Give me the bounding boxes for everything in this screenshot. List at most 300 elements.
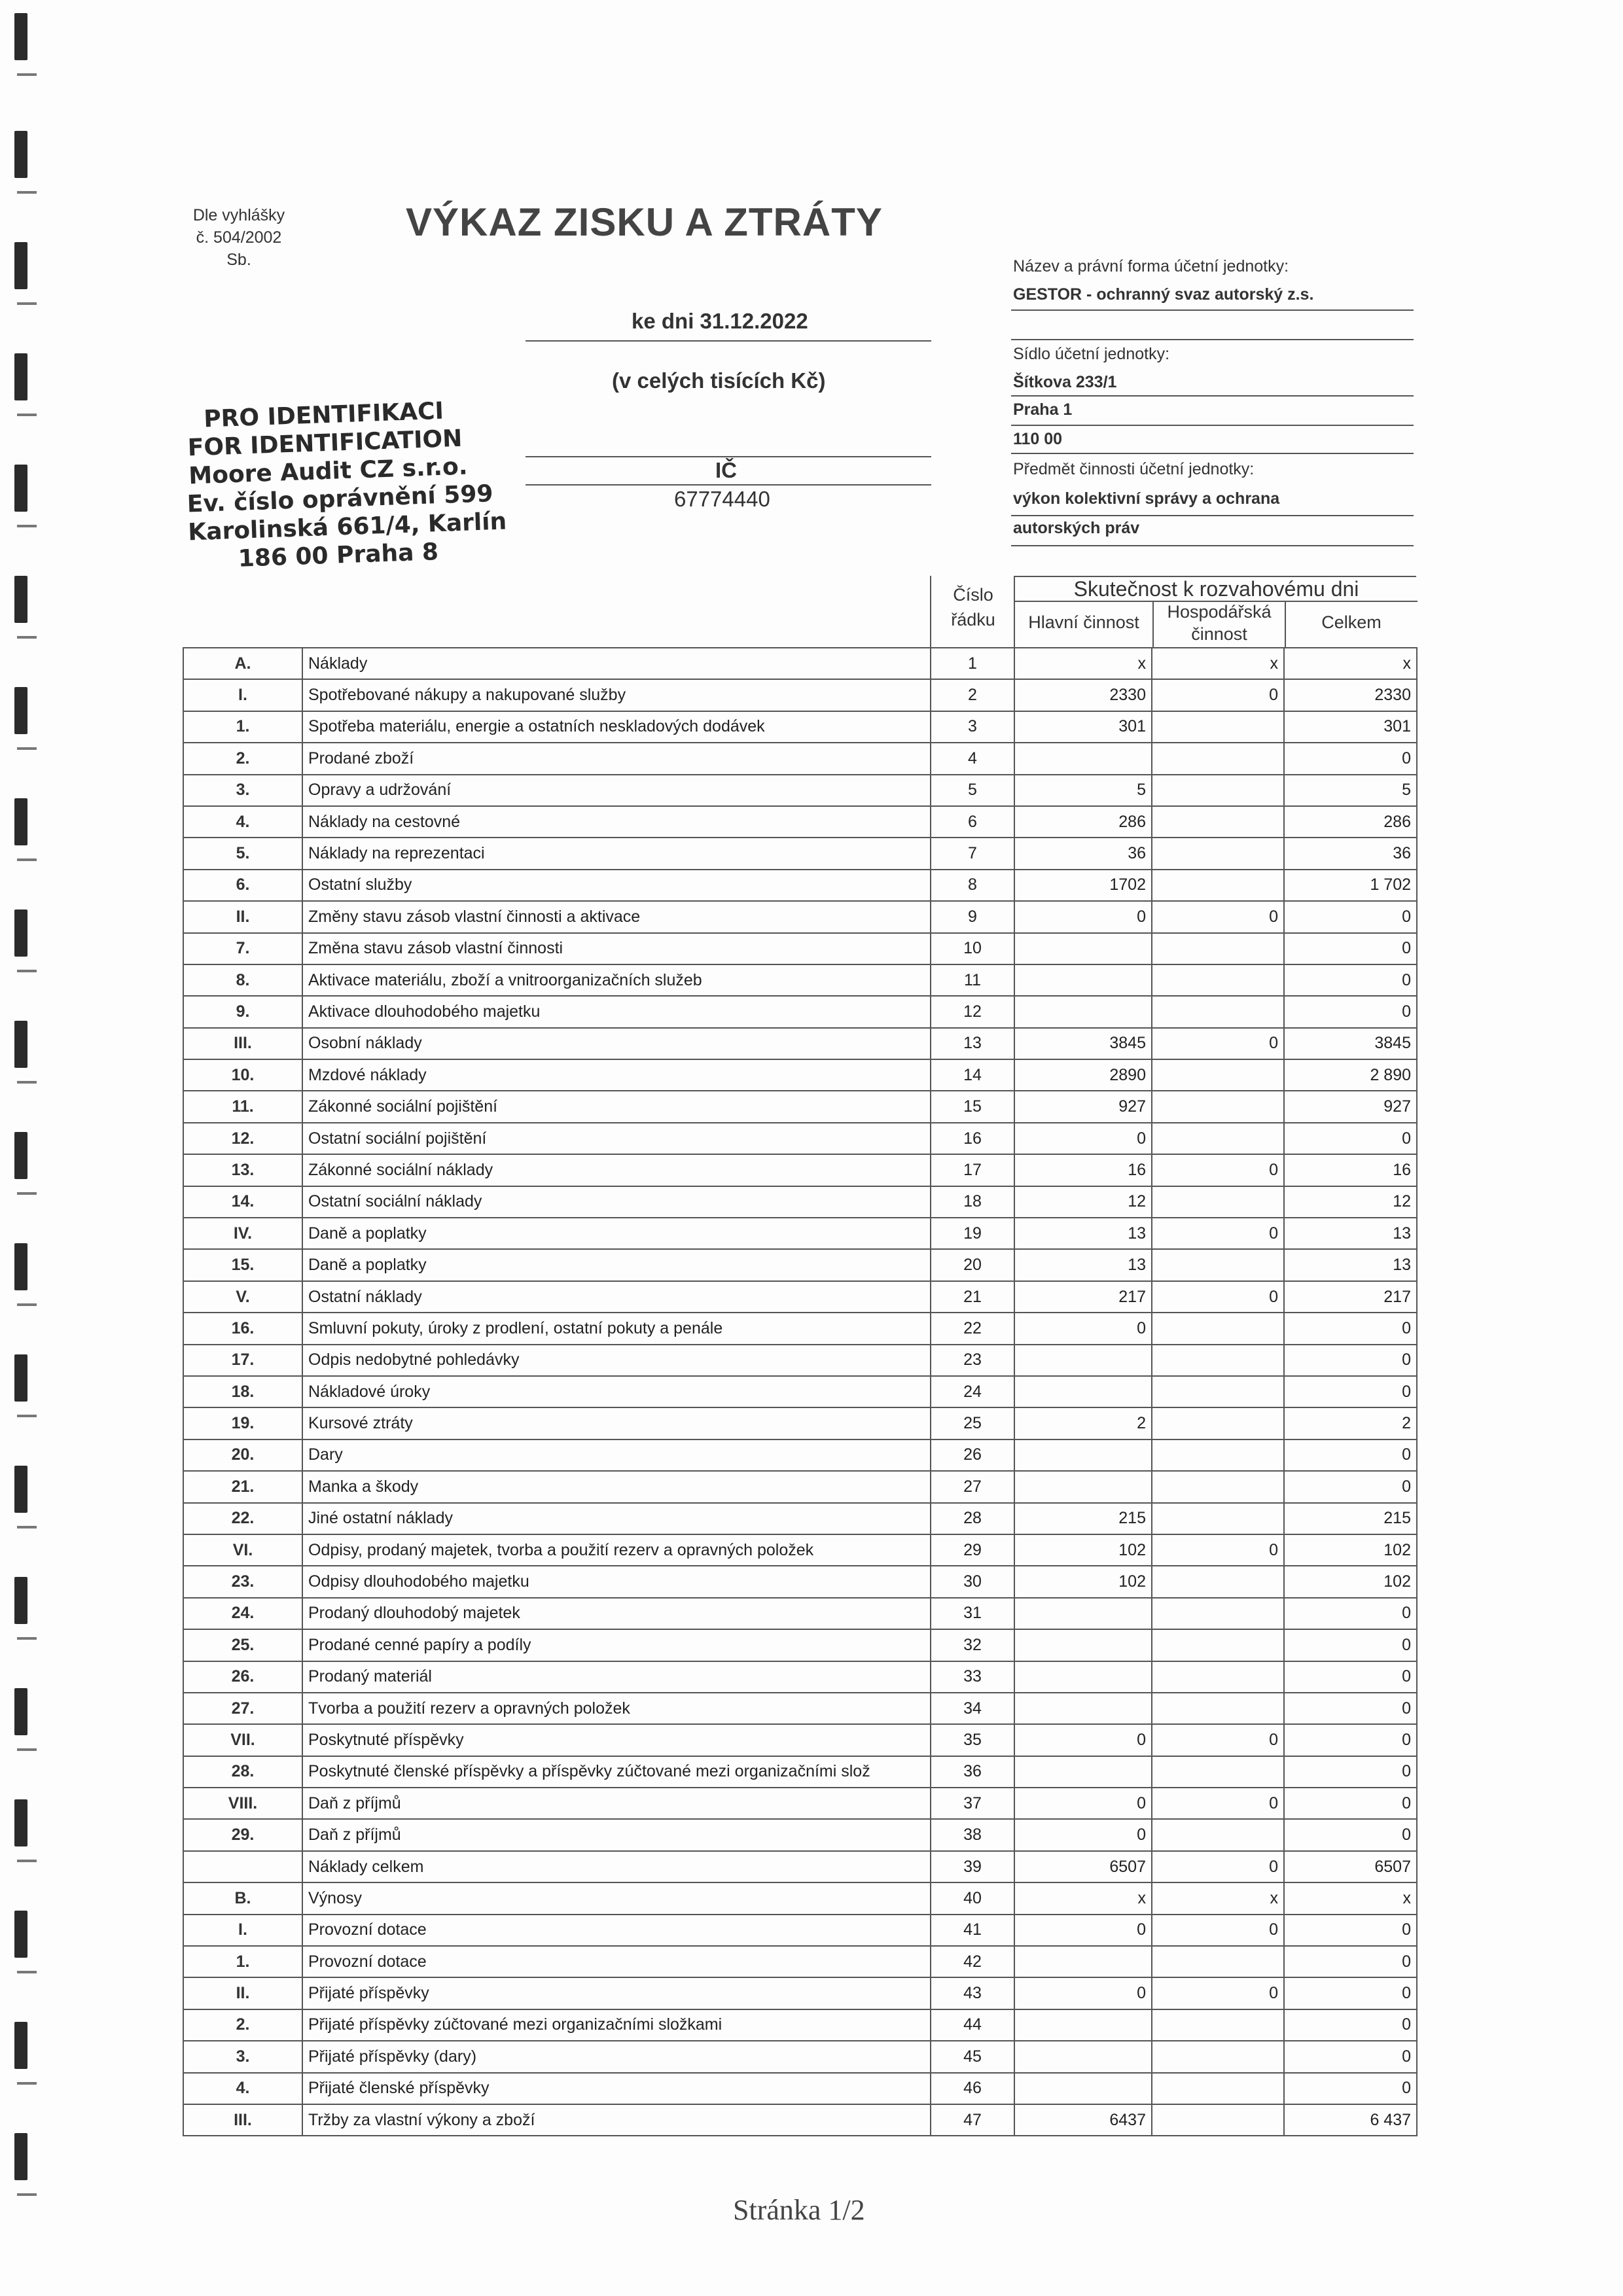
main-activity-value bbox=[1014, 1598, 1152, 1629]
total-value: 36 bbox=[1284, 838, 1417, 869]
business-activity-value bbox=[1152, 964, 1284, 996]
row-number: 3 bbox=[931, 711, 1014, 743]
business-activity-value bbox=[1152, 1629, 1284, 1661]
row-index: 28. bbox=[183, 1756, 302, 1788]
row-index: 1. bbox=[183, 711, 302, 743]
total-value: 0 bbox=[1284, 1977, 1417, 2009]
total-value: 0 bbox=[1284, 964, 1417, 996]
row-label: Náklady bbox=[302, 648, 931, 679]
total-value: 2 890 bbox=[1284, 1059, 1417, 1091]
row-label: Odpis nedobytné pohledávky bbox=[302, 1345, 931, 1376]
total-value: 0 bbox=[1284, 1471, 1417, 1502]
binding-mark bbox=[14, 1688, 27, 1735]
regulation-line: Sb. bbox=[226, 251, 251, 269]
total-value: 286 bbox=[1284, 806, 1417, 838]
row-number: 29 bbox=[931, 1534, 1014, 1566]
main-activity-value: 0 bbox=[1014, 1724, 1152, 1756]
total-value: 0 bbox=[1284, 2041, 1417, 2072]
table-row bbox=[183, 1915, 1417, 1946]
row-index: 7. bbox=[183, 933, 302, 964]
total-value: 2330 bbox=[1284, 679, 1417, 711]
row-label: Aktivace materiálu, zboží a vnitroorganizačních služeb bbox=[302, 964, 931, 996]
row-number: 39 bbox=[931, 1851, 1014, 1882]
table-row bbox=[183, 838, 1417, 869]
row-label: Prodané cenné papíry a podíly bbox=[302, 1629, 931, 1661]
row-number: 30 bbox=[931, 1566, 1014, 1597]
row-index: 26. bbox=[183, 1661, 302, 1693]
total-value: 0 bbox=[1284, 1661, 1417, 1693]
main-activity-value: 215 bbox=[1014, 1503, 1152, 1534]
main-activity-value: 13 bbox=[1014, 1249, 1152, 1280]
table-row bbox=[183, 1218, 1417, 1249]
row-index: III. bbox=[183, 1028, 302, 1059]
table-row bbox=[183, 1345, 1417, 1376]
binding-mark bbox=[14, 576, 27, 623]
ic-value: 67774440 bbox=[674, 487, 770, 511]
main-activity-value bbox=[1014, 2009, 1152, 2041]
table-row bbox=[183, 1756, 1417, 1788]
row-index: 13. bbox=[183, 1154, 302, 1186]
business-activity-value: 0 bbox=[1152, 1788, 1284, 1819]
row-number: 26 bbox=[931, 1439, 1014, 1471]
binding-mark bbox=[14, 13, 27, 60]
col-number-label: Číslo bbox=[953, 585, 993, 605]
business-activity-value bbox=[1152, 870, 1284, 901]
total-value: 0 bbox=[1284, 933, 1417, 964]
business-activity-value bbox=[1152, 2073, 1284, 2104]
row-label: Manka a škody bbox=[302, 1471, 931, 1502]
table-row bbox=[183, 1534, 1417, 1566]
business-activity-value bbox=[1152, 1439, 1284, 1471]
total-value: 5 bbox=[1284, 775, 1417, 806]
main-activity-value bbox=[1014, 1946, 1152, 1977]
row-number: 46 bbox=[931, 2073, 1014, 2104]
stamp-line: 186 00 Praha 8 bbox=[238, 539, 439, 573]
table-row bbox=[183, 648, 1417, 679]
row-number: 31 bbox=[931, 1598, 1014, 1629]
row-number: 7 bbox=[931, 838, 1014, 869]
total-value: x bbox=[1284, 648, 1417, 679]
main-activity-value bbox=[1014, 1376, 1152, 1407]
main-activity-value bbox=[1014, 1439, 1152, 1471]
row-number: 14 bbox=[931, 1059, 1014, 1091]
binding-mark bbox=[14, 1243, 27, 1290]
row-index: 6. bbox=[183, 870, 302, 901]
table-row bbox=[183, 1788, 1417, 1819]
row-label: Poskytnuté příspěvky bbox=[302, 1724, 931, 1756]
row-number: 34 bbox=[931, 1693, 1014, 1724]
total-value: 0 bbox=[1284, 1788, 1417, 1819]
row-index: VI. bbox=[183, 1534, 302, 1566]
row-label: Náklady celkem bbox=[302, 1851, 931, 1882]
business-activity-value: 0 bbox=[1152, 1724, 1284, 1756]
table-row bbox=[183, 1946, 1417, 1977]
total-value: 0 bbox=[1284, 1724, 1417, 1756]
row-label: Zákonné sociální pojištění bbox=[302, 1091, 931, 1122]
row-index: A. bbox=[183, 648, 302, 679]
row-index: IV. bbox=[183, 1218, 302, 1249]
business-activity-value bbox=[1152, 1819, 1284, 1850]
table-row bbox=[183, 1313, 1417, 1344]
row-index: III. bbox=[183, 2104, 302, 2136]
total-value: 102 bbox=[1284, 1534, 1417, 1566]
binding-mark bbox=[14, 2022, 27, 2069]
table-row bbox=[183, 1439, 1417, 1471]
row-number: 36 bbox=[931, 1756, 1014, 1788]
main-activity-value: 217 bbox=[1014, 1281, 1152, 1313]
main-activity-value bbox=[1014, 964, 1152, 996]
main-activity-value: 5 bbox=[1014, 775, 1152, 806]
table-body bbox=[183, 648, 1417, 2136]
row-index: 12. bbox=[183, 1123, 302, 1154]
business-activity-value: 0 bbox=[1152, 1534, 1284, 1566]
regulation-note bbox=[190, 204, 288, 271]
table-row bbox=[183, 2104, 1417, 2136]
row-index: VIII. bbox=[183, 1788, 302, 1819]
stamp-line: Karolinská 661/4, Karlín bbox=[187, 508, 507, 546]
total-value: 0 bbox=[1284, 996, 1417, 1027]
row-label: Aktivace dlouhodobého majetku bbox=[302, 996, 931, 1027]
total-value: 0 bbox=[1284, 743, 1417, 774]
row-label: Prodaný materiál bbox=[302, 1661, 931, 1693]
main-activity-value bbox=[1014, 1661, 1152, 1693]
row-number: 10 bbox=[931, 933, 1014, 964]
main-activity-value: x bbox=[1014, 1882, 1152, 1914]
business-activity-value bbox=[1152, 933, 1284, 964]
row-index: 27. bbox=[183, 1693, 302, 1724]
row-index: I. bbox=[183, 679, 302, 711]
main-activity-value bbox=[1014, 1756, 1152, 1788]
row-label: Ostatní náklady bbox=[302, 1281, 931, 1313]
row-index: 9. bbox=[183, 996, 302, 1027]
table-row bbox=[183, 1977, 1417, 2009]
total-value: 13 bbox=[1284, 1249, 1417, 1280]
row-index: 18. bbox=[183, 1376, 302, 1407]
table-row bbox=[183, 1186, 1417, 1218]
business-activity-value: x bbox=[1152, 1882, 1284, 1914]
entity-name-value: GESTOR - ochranný svaz autorský z.s. bbox=[1013, 285, 1314, 304]
row-number: 12 bbox=[931, 996, 1014, 1027]
binding-mark bbox=[14, 1577, 27, 1624]
row-index: II. bbox=[183, 1977, 302, 2009]
ic-label: IČ bbox=[715, 458, 737, 482]
row-number: 27 bbox=[931, 1471, 1014, 1502]
total-value: 0 bbox=[1284, 1756, 1417, 1788]
total-value: 0 bbox=[1284, 1915, 1417, 1946]
row-label: Ostatní sociální náklady bbox=[302, 1186, 931, 1218]
row-label: Opravy a udržování bbox=[302, 775, 931, 806]
total-value: 16 bbox=[1284, 1154, 1417, 1186]
main-activity-value: 6437 bbox=[1014, 2104, 1152, 2136]
main-activity-value: 0 bbox=[1014, 901, 1152, 932]
main-activity-value: 0 bbox=[1014, 1123, 1152, 1154]
row-label: Nákladové úroky bbox=[302, 1376, 931, 1407]
main-activity-value bbox=[1014, 1471, 1152, 1502]
business-activity-value bbox=[1152, 806, 1284, 838]
divider bbox=[526, 340, 931, 342]
row-label: Odpisy dlouhodobého majetku bbox=[302, 1566, 931, 1597]
stamp-line: PRO IDENTIFIKACI bbox=[203, 397, 444, 433]
binding-mark bbox=[14, 465, 27, 512]
row-number: 19 bbox=[931, 1218, 1014, 1249]
business-activity-value: 0 bbox=[1152, 1281, 1284, 1313]
business-activity-value bbox=[1152, 1471, 1284, 1502]
row-label: Osobní náklady bbox=[302, 1028, 931, 1059]
table-row bbox=[183, 901, 1417, 932]
business-activity-value bbox=[1152, 1756, 1284, 1788]
business-activity-value: 0 bbox=[1152, 1154, 1284, 1186]
row-number: 37 bbox=[931, 1788, 1014, 1819]
business-activity-value bbox=[1152, 1946, 1284, 1977]
business-activity-value: x bbox=[1152, 648, 1284, 679]
row-number: 45 bbox=[931, 2041, 1014, 2072]
total-value: 0 bbox=[1284, 1946, 1417, 1977]
business-activity-value bbox=[1152, 1566, 1284, 1597]
total-value: 6 437 bbox=[1284, 2104, 1417, 2136]
row-label: Daň z příjmů bbox=[302, 1788, 931, 1819]
binding-mark bbox=[14, 1021, 27, 1068]
table-row bbox=[183, 806, 1417, 838]
entity-city: Praha 1 bbox=[1013, 400, 1073, 419]
row-index: I. bbox=[183, 1915, 302, 1946]
row-number: 24 bbox=[931, 1376, 1014, 1407]
binding-mark bbox=[14, 1466, 27, 1513]
business-activity-value bbox=[1152, 996, 1284, 1027]
row-number: 38 bbox=[931, 1819, 1014, 1850]
auditor-stamp bbox=[184, 395, 508, 575]
row-label: Poskytnuté členské příspěvky a příspěvky zúčtované mezi organizačními slož bbox=[302, 1756, 931, 1788]
table-row bbox=[183, 1598, 1417, 1629]
table-row bbox=[183, 1154, 1417, 1186]
total-value: 0 bbox=[1284, 2073, 1417, 2104]
main-activity-value: x bbox=[1014, 648, 1152, 679]
divider bbox=[526, 456, 931, 457]
row-label: Mzdové náklady bbox=[302, 1059, 931, 1091]
table-row bbox=[183, 933, 1417, 964]
row-index: 19. bbox=[183, 1407, 302, 1439]
business-activity-value: 0 bbox=[1152, 1851, 1284, 1882]
row-index: 3. bbox=[183, 775, 302, 806]
regulation-line: Dle vyhlášky bbox=[192, 206, 285, 224]
table-row bbox=[183, 2073, 1417, 2104]
total-value: 6507 bbox=[1284, 1851, 1417, 1882]
row-number: 28 bbox=[931, 1503, 1014, 1534]
business-activity-value: 0 bbox=[1152, 679, 1284, 711]
row-index: 1. bbox=[183, 1946, 302, 1977]
units-note: (v celých tisících Kč) bbox=[612, 368, 826, 393]
row-label: Přijaté příspěvky (dary) bbox=[302, 2041, 931, 2072]
table-row bbox=[183, 964, 1417, 996]
business-activity-value bbox=[1152, 1313, 1284, 1344]
main-activity-value: 0 bbox=[1014, 1313, 1152, 1344]
business-activity-value bbox=[1152, 711, 1284, 743]
business-activity-value bbox=[1152, 1123, 1284, 1154]
entity-activity-line: výkon kolektivní správy a ochrana bbox=[1013, 489, 1280, 508]
row-label: Výnosy bbox=[302, 1882, 931, 1914]
row-label: Změna stavu zásob vlastní činnosti bbox=[302, 933, 931, 964]
divider bbox=[1011, 339, 1414, 340]
row-label: Prodaný dlouhodobý majetek bbox=[302, 1598, 931, 1629]
business-activity-value bbox=[1152, 1598, 1284, 1629]
main-activity-value: 2890 bbox=[1014, 1059, 1152, 1091]
row-index: 11. bbox=[183, 1091, 302, 1122]
business-activity-value bbox=[1152, 1059, 1284, 1091]
row-label: Spotřeba materiálu, energie a ostatních neskladových dodávek bbox=[302, 711, 931, 743]
main-activity-value: 2330 bbox=[1014, 679, 1152, 711]
row-number: 35 bbox=[931, 1724, 1014, 1756]
main-activity-value bbox=[1014, 1693, 1152, 1724]
report-date: ke dni 31.12.2022 bbox=[632, 309, 808, 333]
business-activity-value: 0 bbox=[1152, 1028, 1284, 1059]
binding-mark bbox=[14, 1799, 27, 1846]
total-value: 0 bbox=[1284, 1629, 1417, 1661]
total-value: 927 bbox=[1284, 1091, 1417, 1122]
row-number: 25 bbox=[931, 1407, 1014, 1439]
main-activity-value: 301 bbox=[1014, 711, 1152, 743]
main-activity-value: 12 bbox=[1014, 1186, 1152, 1218]
row-number: 18 bbox=[931, 1186, 1014, 1218]
main-activity-value: 102 bbox=[1014, 1534, 1152, 1566]
row-number: 41 bbox=[931, 1915, 1014, 1946]
entity-activity-label: Předmět činnosti účetní jednotky: bbox=[1013, 460, 1255, 478]
row-number: 32 bbox=[931, 1629, 1014, 1661]
row-label: Náklady na cestovné bbox=[302, 806, 931, 838]
row-index: 8. bbox=[183, 964, 302, 996]
row-number: 42 bbox=[931, 1946, 1014, 1977]
row-index: 17. bbox=[183, 1345, 302, 1376]
entity-seat-label: Sídlo účetní jednotky: bbox=[1013, 345, 1170, 363]
total-value: 0 bbox=[1284, 1313, 1417, 1344]
total-value: 0 bbox=[1284, 2009, 1417, 2041]
row-index: 3. bbox=[183, 2041, 302, 2072]
table-row bbox=[183, 1407, 1417, 1439]
row-label: Kursové ztráty bbox=[302, 1407, 931, 1439]
divider bbox=[1011, 545, 1414, 546]
total-value: 3845 bbox=[1284, 1028, 1417, 1059]
total-value: 1 702 bbox=[1284, 870, 1417, 901]
col-business-label: Hospodářská bbox=[1167, 602, 1272, 622]
table-row bbox=[183, 1059, 1417, 1091]
main-activity-value: 6507 bbox=[1014, 1851, 1152, 1882]
row-label: Náklady na reprezentaci bbox=[302, 838, 931, 869]
main-activity-value bbox=[1014, 1629, 1152, 1661]
col-main-label: Hlavní činnost bbox=[1028, 612, 1139, 632]
row-number: 15 bbox=[931, 1091, 1014, 1122]
row-label: Spotřebované nákupy a nakupované služby bbox=[302, 679, 931, 711]
table-row bbox=[183, 1661, 1417, 1693]
business-activity-value bbox=[1152, 775, 1284, 806]
row-label: Odpisy, prodaný majetek, tvorba a použití rezerv a opravných položek bbox=[302, 1534, 931, 1566]
binding-mark bbox=[14, 687, 27, 734]
row-label: Tržby za vlastní výkony a zboží bbox=[302, 2104, 931, 2136]
main-activity-value: 16 bbox=[1014, 1154, 1152, 1186]
row-number: 1 bbox=[931, 648, 1014, 679]
table-row bbox=[183, 1566, 1417, 1597]
table-row bbox=[183, 870, 1417, 901]
table-row bbox=[183, 2041, 1417, 2072]
row-index: B. bbox=[183, 1882, 302, 1914]
col-number-label: řádku bbox=[951, 610, 995, 629]
table-row bbox=[183, 1376, 1417, 1407]
binding-mark bbox=[14, 798, 27, 845]
row-index: 14. bbox=[183, 1186, 302, 1218]
row-number: 23 bbox=[931, 1345, 1014, 1376]
row-number: 16 bbox=[931, 1123, 1014, 1154]
row-label: Tvorba a použití rezerv a opravných položek bbox=[302, 1693, 931, 1724]
row-label: Smluvní pokuty, úroky z prodlení, ostatní pokuty a penále bbox=[302, 1313, 931, 1344]
row-index: 25. bbox=[183, 1629, 302, 1661]
table-row bbox=[183, 711, 1417, 743]
row-label: Daně a poplatky bbox=[302, 1249, 931, 1280]
business-activity-value bbox=[1152, 1407, 1284, 1439]
total-value: 215 bbox=[1284, 1503, 1417, 1534]
row-number: 8 bbox=[931, 870, 1014, 901]
row-number: 33 bbox=[931, 1661, 1014, 1693]
row-label: Zákonné sociální náklady bbox=[302, 1154, 931, 1186]
binding-mark bbox=[14, 131, 27, 178]
group-header bbox=[1014, 576, 1418, 648]
divider bbox=[1011, 515, 1414, 516]
business-activity-value bbox=[1152, 1249, 1284, 1280]
total-value: 0 bbox=[1284, 1123, 1417, 1154]
page-title: VÝKAZ ZISKU A ZTRÁTY bbox=[406, 200, 883, 244]
business-activity-value bbox=[1152, 1376, 1284, 1407]
table-row bbox=[183, 1724, 1417, 1756]
main-activity-value: 3845 bbox=[1014, 1028, 1152, 1059]
row-index: 29. bbox=[183, 1819, 302, 1850]
row-number: 6 bbox=[931, 806, 1014, 838]
main-activity-value: 1702 bbox=[1014, 870, 1152, 901]
row-label: Provozní dotace bbox=[302, 1946, 931, 1977]
row-index: 20. bbox=[183, 1439, 302, 1471]
row-label: Ostatní sociální pojištění bbox=[302, 1123, 931, 1154]
row-label: Prodané zboží bbox=[302, 743, 931, 774]
table-row bbox=[183, 1028, 1417, 1059]
row-index: V. bbox=[183, 1281, 302, 1313]
row-index bbox=[183, 1851, 302, 1882]
entity-street: Šítkova 233/1 bbox=[1013, 373, 1117, 391]
total-value: 102 bbox=[1284, 1566, 1417, 1597]
total-value: 0 bbox=[1284, 1598, 1417, 1629]
row-index: 10. bbox=[183, 1059, 302, 1091]
main-activity-value bbox=[1014, 2041, 1152, 2072]
main-activity-value: 0 bbox=[1014, 1915, 1152, 1946]
table-row bbox=[183, 1249, 1417, 1280]
business-activity-value: 0 bbox=[1152, 901, 1284, 932]
total-value: 12 bbox=[1284, 1186, 1417, 1218]
row-label: Ostatní služby bbox=[302, 870, 931, 901]
col-total-label: Celkem bbox=[1321, 612, 1382, 632]
row-index: VII. bbox=[183, 1724, 302, 1756]
entity-name-label: Název a právní forma účetní jednotky: bbox=[1013, 257, 1289, 275]
binding-mark bbox=[14, 1911, 27, 1958]
row-label: Přijaté členské příspěvky bbox=[302, 2073, 931, 2104]
row-number: 4 bbox=[931, 743, 1014, 774]
row-index: 24. bbox=[183, 1598, 302, 1629]
row-index: 23. bbox=[183, 1566, 302, 1597]
regulation-line: č. 504/2002 bbox=[196, 228, 282, 247]
table-row bbox=[183, 1123, 1417, 1154]
main-activity-value: 0 bbox=[1014, 1819, 1152, 1850]
binding-mark bbox=[14, 2133, 27, 2180]
total-value: 0 bbox=[1284, 1693, 1417, 1724]
business-activity-value bbox=[1152, 1345, 1284, 1376]
business-activity-value bbox=[1152, 838, 1284, 869]
total-value: 0 bbox=[1284, 1345, 1417, 1376]
row-index: 2. bbox=[183, 2009, 302, 2041]
business-activity-value bbox=[1152, 1091, 1284, 1122]
table-row bbox=[183, 2009, 1417, 2041]
